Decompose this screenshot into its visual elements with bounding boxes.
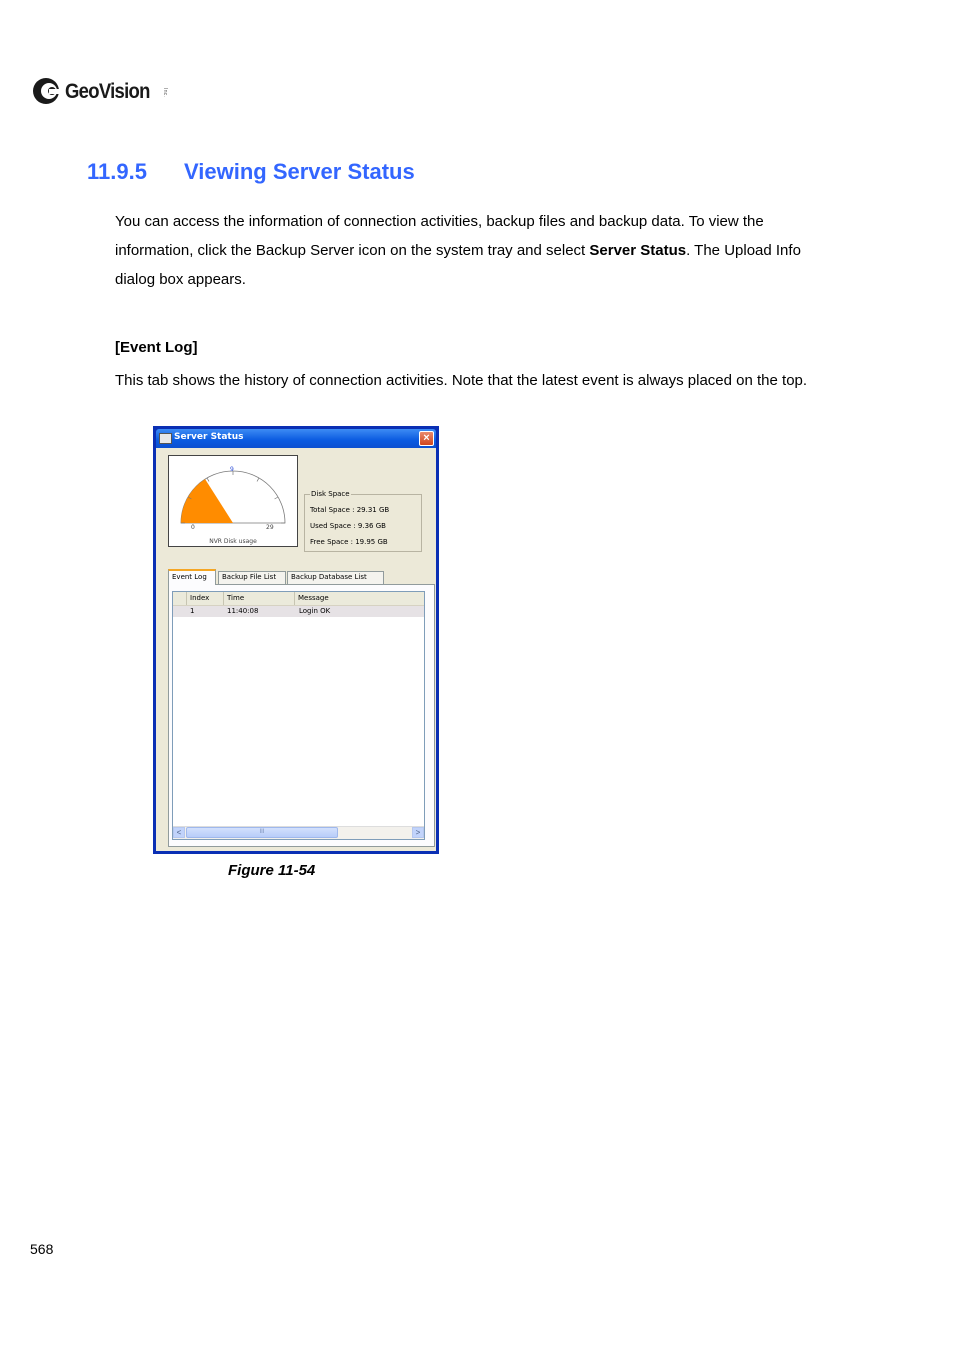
intro-text-2: . The Upload Info dialog box appears. <box>115 242 801 288</box>
scroll-left-icon[interactable]: < <box>173 827 185 838</box>
row-message: Login OK <box>299 607 331 615</box>
gauge-min-label: 0 <box>191 524 195 531</box>
row-index: 1 <box>190 607 195 615</box>
window-client <box>156 448 436 851</box>
used-space: Used Space : 9.36 GB <box>310 522 386 530</box>
tab-backup-file-list[interactable]: Backup File List <box>218 571 286 584</box>
disk-usage-gauge <box>168 455 298 547</box>
event-list[interactable] <box>172 591 425 840</box>
col-message[interactable]: Message <box>298 594 329 602</box>
horizontal-scrollbar[interactable] <box>173 826 424 839</box>
geovision-logo-icon <box>31 74 65 108</box>
table-row[interactable] <box>173 606 424 617</box>
gauge-caption: NVR Disk usage <box>209 538 257 545</box>
intro-paragraph <box>115 207 835 294</box>
intro-text-1: You can access the information of connection activities, backup files and backup data. To view the information, click the Backup Server icon on the system tray and select <box>115 213 764 259</box>
tab-backup-database-list[interactable]: Backup Database List <box>287 571 384 584</box>
event-log-heading: [Event Log] <box>115 339 198 356</box>
figure-caption: Figure 11-54 <box>228 862 316 879</box>
window-title: Server Status <box>174 432 244 442</box>
window-titlebar[interactable] <box>156 429 436 448</box>
page-number: 568 <box>30 1241 54 1257</box>
col-index[interactable]: Index <box>187 592 224 605</box>
server-status-window <box>153 426 439 854</box>
gauge-max-label: 29 <box>266 524 274 531</box>
col-spacer <box>173 592 187 605</box>
disk-space-legend: Disk Space <box>311 490 350 498</box>
disk-space-group <box>304 490 422 552</box>
scroll-right-icon[interactable]: > <box>412 827 424 838</box>
brand-reg: Inc. <box>162 88 168 98</box>
brand-name: GeoVision <box>65 80 150 103</box>
section-heading <box>87 159 415 185</box>
total-space: Total Space : 29.31 GB <box>310 506 390 514</box>
event-log-paragraph: This tab shows the history of connection activities. Note that the latest event is always placed on the top. <box>115 372 808 389</box>
event-log-panel <box>168 584 435 847</box>
list-header <box>173 592 424 606</box>
col-time[interactable]: Time <box>224 592 295 605</box>
row-time: 11:40:08 <box>227 607 259 615</box>
gauge-top-label: 9 <box>230 466 234 473</box>
close-button[interactable]: × <box>419 431 434 446</box>
section-number: 11.9.5 <box>87 159 147 184</box>
intro-bold: Server Status <box>589 242 687 259</box>
geovision-logo <box>31 74 171 108</box>
app-icon <box>159 433 172 444</box>
scroll-thumb[interactable]: III <box>186 827 338 838</box>
section-title: Viewing Server Status <box>184 159 415 184</box>
free-space: Free Space : 19.95 GB <box>310 538 388 546</box>
tab-event-log[interactable]: Event Log <box>168 569 216 585</box>
